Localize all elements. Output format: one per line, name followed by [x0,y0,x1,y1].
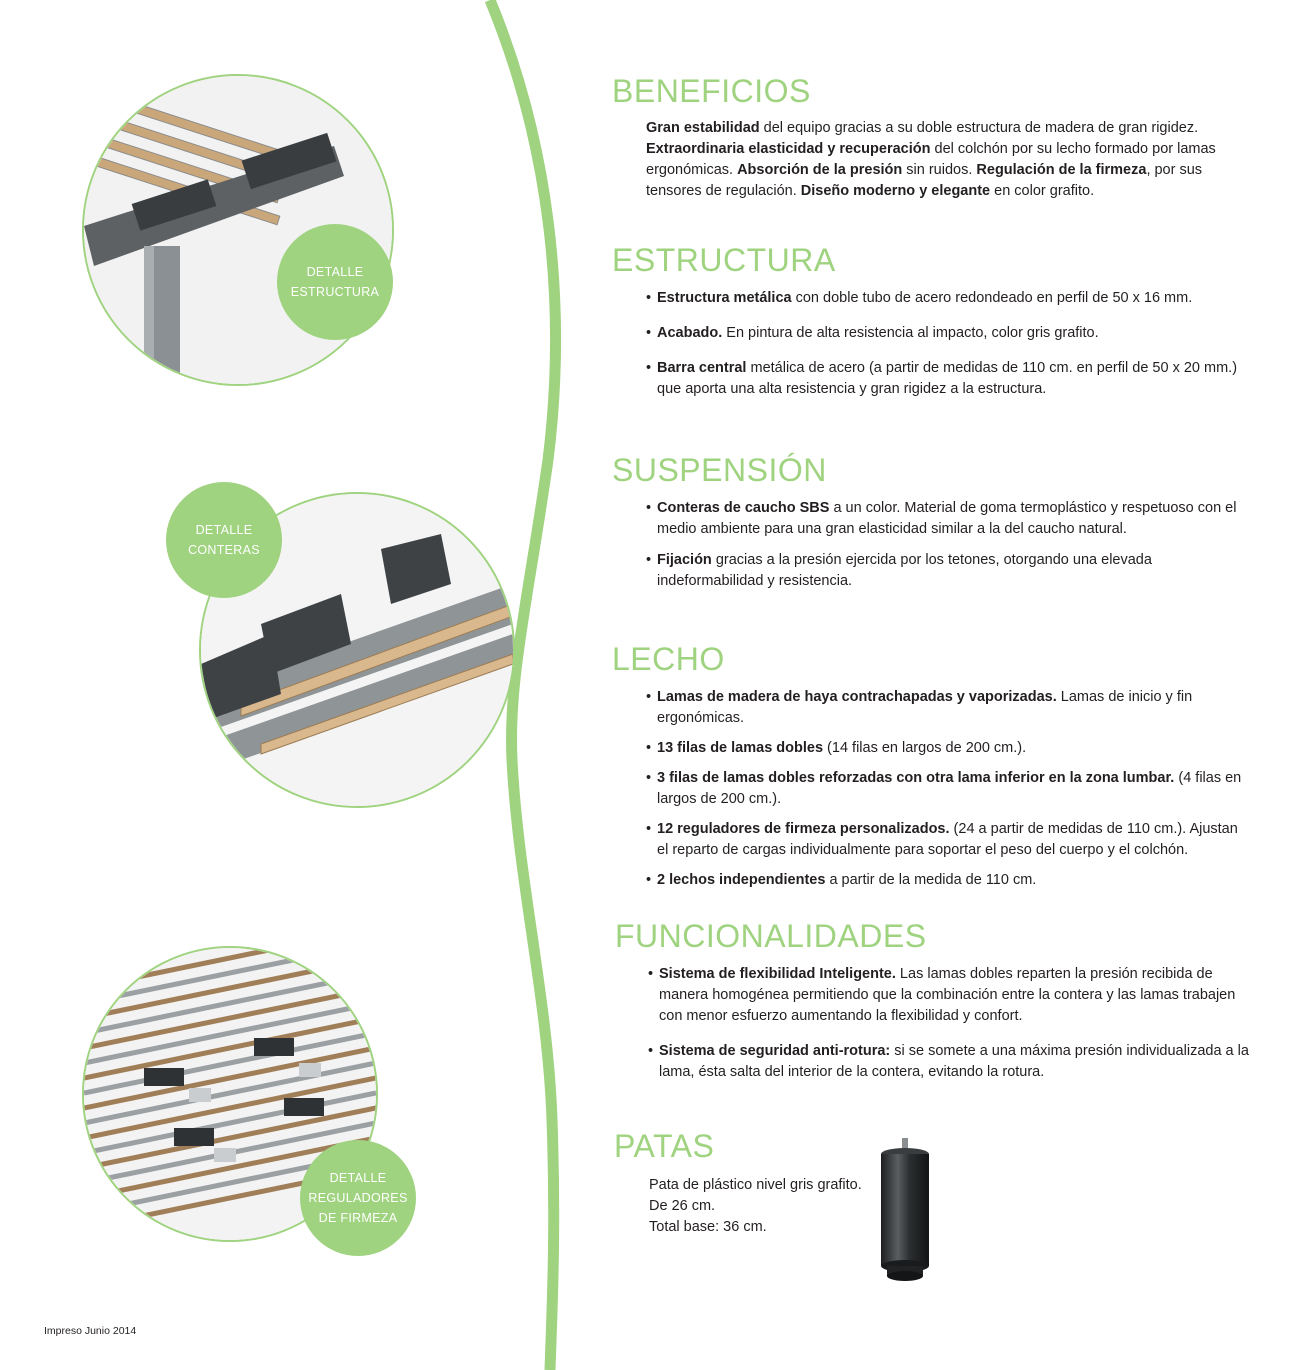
list-item: • Conteras de caucho SBS a un color. Material de goma termoplástico y respetuoso con el medio ambiente para una gran elasticidad similar a la del caucho natural. [646,498,1258,540]
heading-suspension: SUSPENSIÓN [612,452,827,488]
plastic-leg-image [860,1138,950,1288]
heading-beneficios: BENEFICIOS [612,73,811,109]
list-item: • 3 filas de lamas dobles reforzadas con otra lama inferior en la zona lumbar. (4 filas en largos de 200 cm.). [646,768,1252,810]
heading-estructura: ESTRUCTURA [612,242,836,278]
list-item: • Fijación gracias a la presión ejercida por los tetones, otorgando una elevada indeformabilidad y resistencia. [646,550,1258,592]
estructura-list [646,288,1246,400]
list-item: • Estructura metálica con doble tubo de acero redondeado en perfil de 50 x 16 mm. [646,288,1246,309]
list-item: • Lamas de madera de haya contrachapadas y vaporizadas. Lamas de inicio y fin ergonómicas. [646,687,1252,729]
list-item: • 12 reguladores de firmeza personalizados. (24 a partir de medidas de 110 cm.). Ajustan el reparto de cargas individualmente para soportar el peso del cuerpo y el colchón. [646,819,1252,861]
list-item: • 2 lechos independientes a partir de la medida de 110 cm. [646,870,1252,891]
badge-detalle-estructura: DETALLE ESTRUCTURA [277,224,393,340]
heading-patas: PATAS [614,1128,715,1164]
patas-description: Pata de plástico nivel gris grafito. De 26 cm. Total base: 36 cm. [649,1177,862,1235]
heading-lecho: LECHO [612,641,725,677]
funcionalidades-list [648,964,1260,1083]
list-item: • Sistema de seguridad anti-rotura: si se somete a una máxima presión individualizada a la lama, ésta salta del interior de la contera, evitando la rotura. [648,1041,1260,1083]
list-item: • Sistema de flexibilidad Inteligente. Las lamas dobles reparten la presión recibida de manera homogénea permitiendo que la combinación entre la contera y las lamas trabajen con menor esfuerzo aumentando la flexibilidad y confort. [648,964,1260,1027]
list-item: • Acabado. En pintura de alta resistencia al impacto, color gris grafito. [646,323,1246,344]
badge-detalle-reguladores: DETALLE REGULADORES DE FIRMEZA [300,1140,416,1256]
print-date-footer: Impreso Junio 2014 [44,1325,137,1337]
list-item: • 13 filas de lamas dobles (14 filas en largos de 200 cm.). [646,738,1252,759]
list-item: • Barra central metálica de acero (a partir de medidas de 110 cm. en perfil de 50 x 20 mm.) que aporta una alta resistencia y gran rigidez a la estructura. [646,358,1246,400]
badge-detalle-conteras: DETALLE CONTERAS [166,482,282,598]
heading-funcionalidades: FUNCIONALIDADES [615,918,927,954]
beneficios-paragraph: Gran estabilidad del equipo gracias a su doble estructura de madera de gran rigidez. Extraordinaria elasticidad y recuperación del colchón por su lecho formado por lamas ergonómicas. Absorción de la presión sin ruidos. Regulación de la firmeza, por sus tensores de regulación. Diseño moderno y elegante en color grafito. [646,120,1216,199]
suspension-list [646,498,1258,592]
lecho-list [646,687,1252,891]
